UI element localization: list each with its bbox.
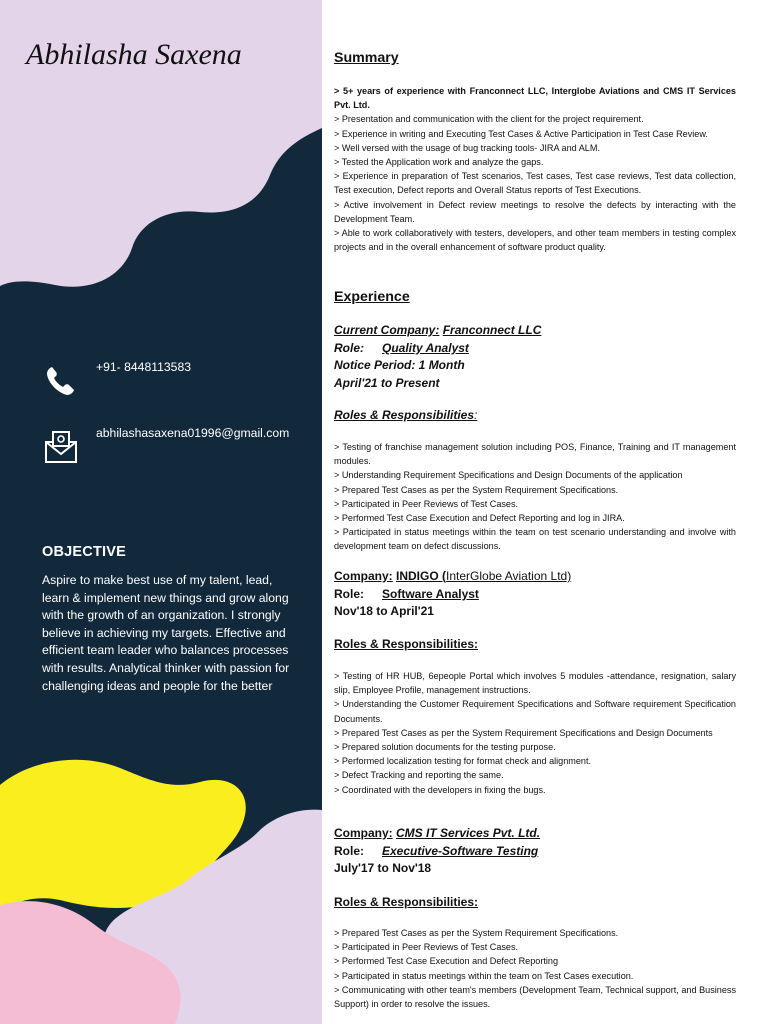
email-icon: [44, 430, 78, 464]
company-label: Current Company:: [334, 323, 440, 337]
role-item: > Defect Tracking and reporting the same.: [334, 770, 504, 781]
sidebar: [0, 0, 322, 1024]
role-item: > Prepared Test Cases as per the System Requirement Specifications and Design Documents: [334, 727, 713, 738]
role-item: > Prepared solution documents for the testing purpose.: [334, 742, 556, 753]
roles-title-colon: :: [474, 408, 478, 422]
role-line: [334, 586, 736, 604]
company-line: [334, 568, 736, 586]
role-item: > Performed Test Case Execution and Defect Reporting and log in JIRA.: [334, 513, 625, 524]
role-item: > Prepared Test Cases as per the System Requirement Specifications.: [334, 928, 619, 938]
company-label: Company:: [334, 826, 393, 840]
company-line: [334, 322, 736, 340]
summary-title: Summary: [334, 50, 399, 66]
main-content: [334, 0, 736, 1024]
notice-period: Notice Period: 1 Month: [334, 358, 465, 373]
roles-list-cms: [334, 926, 736, 1011]
role-item: > Performed localization testing for format check and alignment.: [334, 756, 592, 767]
role-item: > Communicating with other team's members (Development Team, Technical support, and Business Support) in order to resolve the issues.: [334, 984, 736, 1010]
job-indigo: [334, 568, 736, 621]
summary-item: > Able to work collaboratively with testers, developers, and other team members in testing complex projects and in the overall enhancement of software product quality.: [334, 228, 736, 253]
candidate-name: Abhilasha Saxena: [26, 38, 242, 71]
company-name: CMS IT Services Pvt. Ltd.: [396, 826, 541, 840]
role-item: > Coordinated with the developers in fixing the bugs.: [334, 784, 546, 795]
decorative-background: [0, 0, 322, 1024]
summary-list: [334, 84, 736, 254]
job-period: April'21 to Present: [334, 375, 440, 390]
company-name-extra: InterGlobe Aviation Ltd): [446, 569, 572, 583]
roles-list-indigo: [334, 669, 736, 797]
role-label: Role:: [334, 340, 364, 355]
summary-item: > Presentation and communication with the client for the project requirement.: [334, 114, 644, 125]
summary-item: > Experience in preparation of Test scenarios, Test cases, Test case reviews, Test data collection, Test execution, Defect reports and Overall Status reports of Test Executions.: [334, 171, 736, 196]
role-item: > Participated in Peer Reviews of Test Cases.: [334, 942, 519, 953]
role-item: > Participated in status meetings within the team on test scenario understanding and involve with development team on defect discussions.: [334, 527, 736, 552]
role-item: > Understanding the Customer Requirement Specifications and Software requirement Specification Documents.: [334, 699, 736, 724]
job-period: July'17 to Nov'18: [334, 861, 432, 876]
roles-title: Roles & Responsibilities:: [334, 637, 479, 651]
role-name: Quality Analyst: [382, 340, 469, 355]
role-label: Role:: [334, 586, 364, 601]
role-item: > Participated in Peer Reviews of Test Cases.: [334, 498, 519, 509]
email-row: [44, 426, 290, 464]
summary-item: > Experience in writing and Executing Test Cases & Active Participation in Test Case Review.: [334, 128, 708, 139]
experience-title: Experience: [334, 289, 410, 305]
job-franconnect: [334, 322, 736, 392]
phone-icon: [44, 364, 78, 398]
role-line: [334, 843, 736, 861]
roles-list-franconnect: [334, 440, 736, 554]
roles-title-text: Roles & Responsibilities: [334, 408, 475, 422]
role-item: > Participated in status meetings within the team on Test Cases execution.: [334, 970, 634, 981]
summary-item: > Well versed with the usage of bug tracking tools- JIRA and ALM.: [334, 142, 600, 153]
role-item: > Performed Test Case Execution and Defect Reporting: [334, 956, 559, 967]
roles-title: Roles & Responsibilities:: [334, 895, 479, 909]
email-address[interactable]: abhilashasaxena01996@gmail.com: [96, 426, 290, 440]
job-cms: [334, 825, 736, 878]
company-name: INDIGO (: [396, 569, 447, 583]
role-line: [334, 340, 736, 358]
role-item: > Testing of franchise management solution including POS, Finance, Training and IT management modules.: [334, 442, 736, 467]
role-item: > Prepared Test Cases as per the System Requirement Specifications.: [334, 484, 619, 495]
objective-text: Aspire to make best use of my talent, lead, learn & implement new things and grow along with the growth of an organization. I strongly believe in achieving my targets. Effective and efficient team leader who balances processes with results. Analytical thinker with passion for challenging ideas and people for the better: [42, 573, 290, 693]
summary-item: > 5+ years of experience with Franconnect LLC, Interglobe Aviations and CMS IT Services Pvt. Ltd.: [334, 86, 736, 111]
company-name: Franconnect LLC: [442, 323, 542, 337]
summary-item: > Tested the Application work and analyze the gaps.: [334, 157, 544, 168]
phone-row: [44, 360, 191, 398]
role-item: > Understanding Requirement Specifications and Design Documents of the application: [334, 470, 683, 481]
roles-title: [334, 408, 477, 422]
company-line: [334, 825, 736, 843]
role-label: Role:: [334, 843, 364, 858]
role-item: > Testing of HR HUB, 6epeople Portal which involves 5 modules -attendance, resignation, salary slip, Employee Profile, management instructions.: [334, 671, 736, 696]
summary-item: > Active involvement in Defect review meetings to resolve the defects by interacting with the Development Team.: [334, 199, 736, 224]
objective-title: OBJECTIVE: [42, 544, 126, 560]
role-name: Software Analyst: [382, 586, 479, 601]
job-period: Nov'18 to April'21: [334, 604, 434, 619]
company-label: Company:: [334, 569, 393, 583]
phone-number: +91- 8448113583: [96, 360, 191, 374]
role-name: Executive-Software Testing: [382, 843, 539, 858]
